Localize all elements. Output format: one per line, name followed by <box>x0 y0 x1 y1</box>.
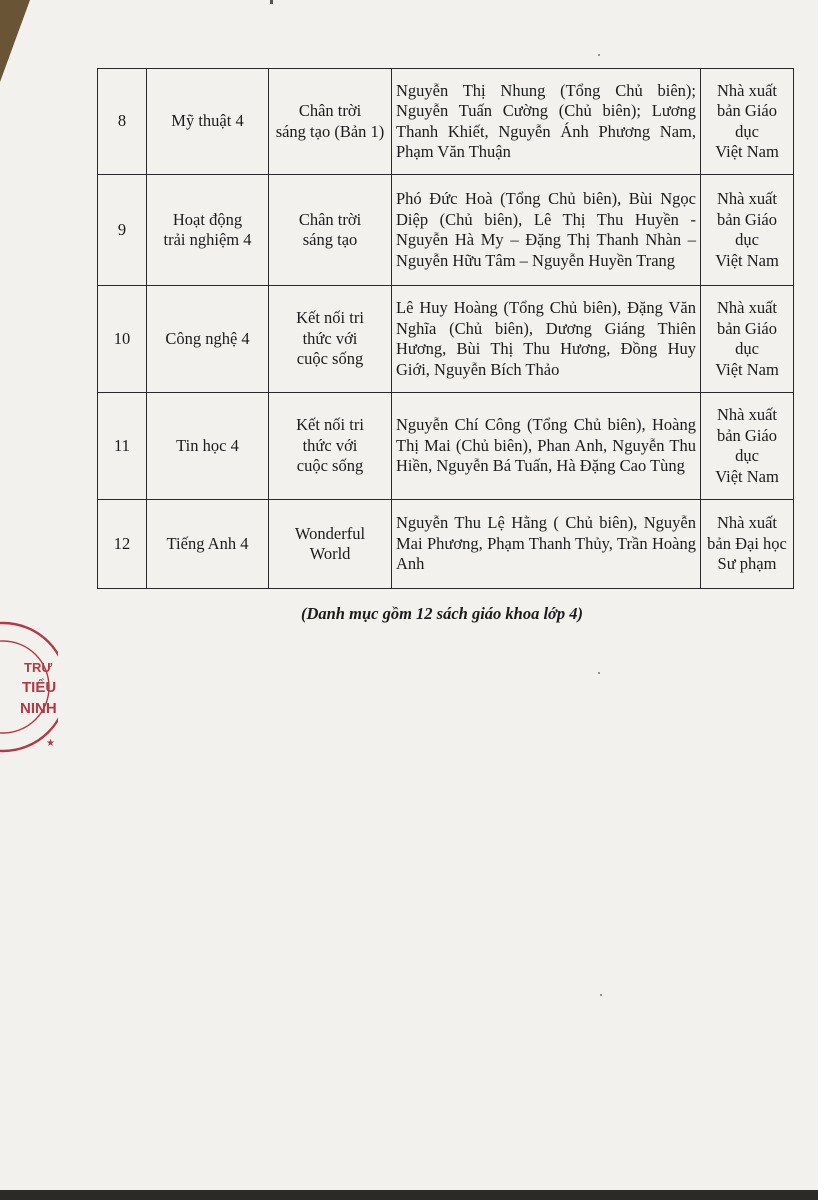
book-publisher: Nhà xuất bản Đại học Sư phạm <box>701 500 794 589</box>
book-publisher: Nhà xuất bản Giáo dục Việt Nam <box>701 175 794 286</box>
folded-page-corner <box>0 0 30 82</box>
row-number: 12 <box>98 500 147 589</box>
row-number: 9 <box>98 175 147 286</box>
table-row <box>98 500 794 589</box>
scanner-edge <box>0 1190 818 1200</box>
row-number: 11 <box>98 393 147 500</box>
book-authors: Nguyễn Thu Lệ Hằng ( Chủ biên), Nguyễn Mai Phương, Phạm Thanh Thủy, Trần Hoàng Anh <box>392 500 701 589</box>
book-authors: Lê Huy Hoàng (Tổng Chủ biên), Đặng Văn Nghĩa (Chủ biên), Dương Giáng Thiên Hương, Bùi Thị Thu Hương, Đồng Huy Giới, Nguyễn Bích Thảo <box>392 286 701 393</box>
table-row <box>98 175 794 286</box>
seal-line-2: TIỂU <box>22 679 57 696</box>
book-authors: Phó Đức Hoà (Tổng Chủ biên), Bùi Ngọc Diệp (Chủ biên), Lê Thị Thu Huyền - Nguyễn Hà My – Đặng Thị Thanh Nhàn – Nguyễn Hữu Tâm – Nguyễn Huyền Trang <box>392 175 701 286</box>
book-authors: Nguyễn Thị Nhung (Tổng Chủ biên); Nguyễn Tuấn Cường (Chủ biên); Lương Thanh Khiết, Nguyễn Ánh Phương Nam, Phạm Văn Thuận <box>392 69 701 175</box>
book-series: Kết nối tri thức với cuộc sống <box>269 286 392 393</box>
book-series: Chân trời sáng tạo (Bản 1) <box>269 69 392 175</box>
book-authors: Nguyễn Chí Công (Tổng Chủ biên), Hoàng Thị Mai (Chủ biên), Phan Anh, Nguyễn Thu Hiền, Nguyễn Bá Tuấn, Hà Đặng Cao Tùng <box>392 393 701 500</box>
book-series: Chân trời sáng tạo <box>269 175 392 286</box>
row-number: 8 <box>98 69 147 175</box>
book-title: Công nghệ 4 <box>147 286 269 393</box>
book-title: Tin học 4 <box>147 393 269 500</box>
row-number: 10 <box>98 286 147 393</box>
book-title: Mỹ thuật 4 <box>147 69 269 175</box>
scan-speck <box>270 0 273 4</box>
scan-speck <box>598 54 600 56</box>
book-publisher: Nhà xuất bản Giáo dục Việt Nam <box>701 69 794 175</box>
seal-star-icon: ★ <box>46 738 55 749</box>
book-title: Tiếng Anh 4 <box>147 500 269 589</box>
book-title: Hoạt động trải nghiệm 4 <box>147 175 269 286</box>
book-publisher: Nhà xuất bản Giáo dục Việt Nam <box>701 286 794 393</box>
table-row <box>98 69 794 175</box>
book-publisher: Nhà xuất bản Giáo dục Việt Nam <box>701 393 794 500</box>
table-row <box>98 286 794 393</box>
book-series: Wonderful World <box>269 500 392 589</box>
book-series: Kết nối tri thức với cuộc sống <box>269 393 392 500</box>
scan-speck <box>600 994 602 996</box>
scan-speck <box>598 672 600 674</box>
table-row <box>98 393 794 500</box>
seal-line-1: TRƯ <box>24 660 53 675</box>
textbook-list-table <box>97 68 794 589</box>
list-caption: (Danh mục gồm 12 sách giáo khoa lớp 4) <box>300 604 584 623</box>
seal-line-3: NINH <box>20 700 57 717</box>
